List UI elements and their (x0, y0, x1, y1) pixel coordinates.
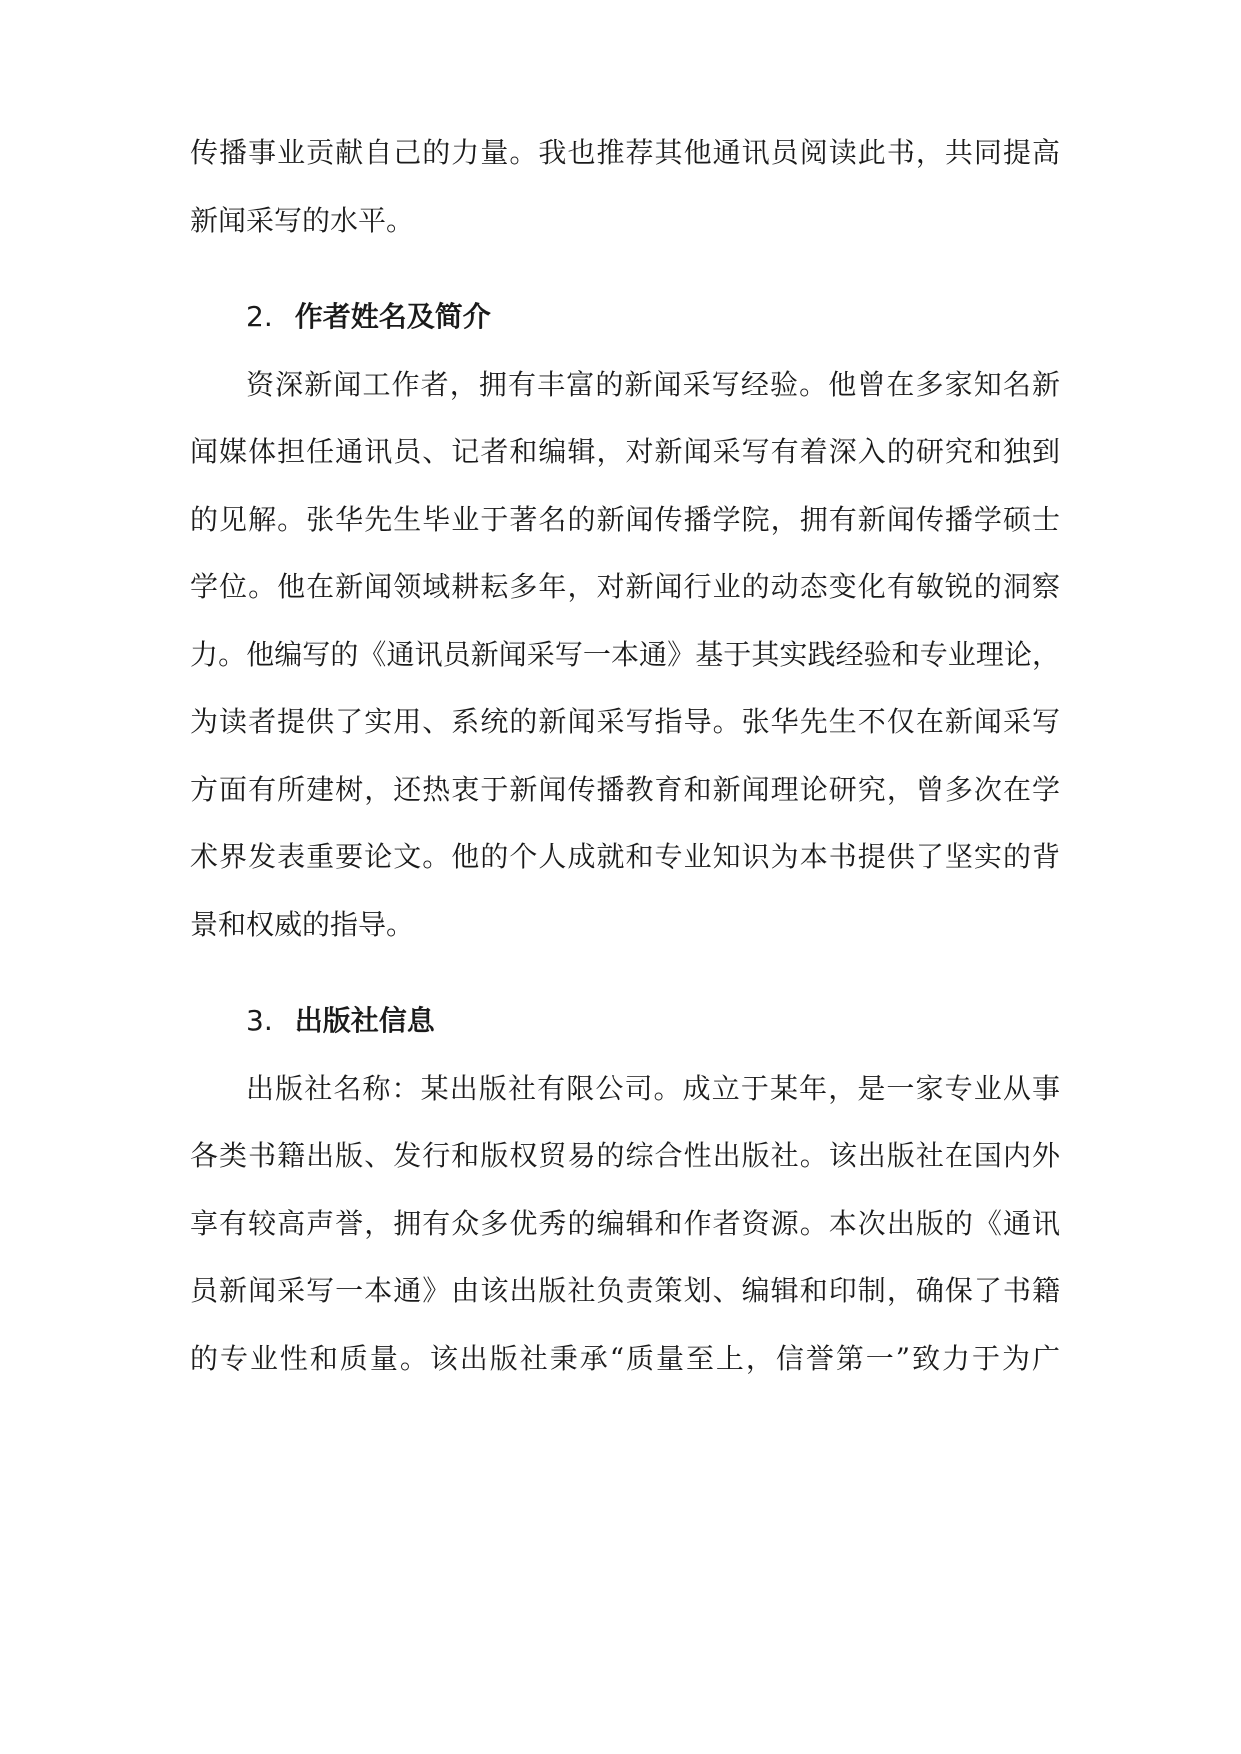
section-heading-publisher (246, 1003, 435, 1039)
paragraph-3-line-4: 员新闻采写一本通》由该出版社负责策划、编辑和印制，确保了书籍 (190, 1274, 1060, 1307)
paragraph-3-line-5: 的专业性和质量。该出版社秉承“质量至上，信誉第一”致力于为广 (190, 1342, 1060, 1375)
paragraph-2-line-8: 术界发表重要论文。他的个人成就和专业知识为本书提供了坚实的背 (190, 840, 1060, 873)
paragraph-2-line-1: 资深新闻工作者，拥有丰富的新闻采写经验。他曾在多家知名新 (246, 368, 1060, 401)
paragraph-3-line-2: 各类书籍出版、发行和版权贸易的综合性出版社。该出版社在国内外 (190, 1139, 1060, 1172)
paragraph-1-line-2: 新闻采写的水平。 (190, 204, 415, 237)
section-title: 出版社信息 (294, 1004, 435, 1037)
paragraph-2-line-7: 方面有所建树，还热衷于新闻传播教育和新闻理论研究，曾多次在学 (190, 773, 1060, 806)
paragraph-1-line-1: 传播事业贡献自己的力量。我也推荐其他通讯员阅读此书，共同提高 (190, 136, 1060, 169)
paragraph-3-line-3: 享有较高声誉，拥有众多优秀的编辑和作者资源。本次出版的《通讯 (190, 1207, 1060, 1240)
paragraph-2-line-3: 的见解。张华先生毕业于著名的新闻传播学院，拥有新闻传播学硕士 (190, 503, 1060, 536)
section-number: 2. (246, 300, 273, 333)
paragraph-2-line-9: 景和权威的指导。 (190, 908, 415, 941)
paragraph-2-line-4: 学位。他在新闻领域耕耘多年，对新闻行业的动态变化有敏锐的洞察 (190, 570, 1060, 603)
paragraph-3-line-1: 出版社名称：某出版社有限公司。成立于某年，是一家专业从事 (246, 1072, 1060, 1105)
paragraph-2-line-6: 为读者提供了实用、系统的新闻采写指导。张华先生不仅在新闻采写 (190, 705, 1060, 738)
section-title: 作者姓名及简介 (294, 300, 491, 333)
paragraph-2-line-2: 闻媒体担任通讯员、记者和编辑，对新闻采写有着深入的研究和独到 (190, 435, 1060, 468)
paragraph-2-line-5: 力。他编写的《通讯员新闻采写一本通》基于其实践经验和专业理论， (190, 638, 1060, 671)
section-number: 3. (246, 1004, 273, 1037)
section-heading-author (246, 299, 491, 335)
